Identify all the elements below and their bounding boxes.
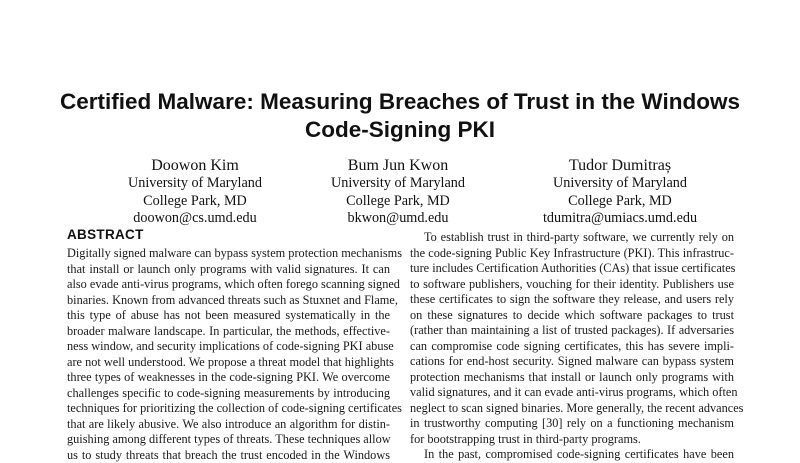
author-email: bkwon@umd.edu — [288, 210, 508, 228]
author-email: doowon@cs.umd.edu — [100, 210, 290, 228]
author-affiliation: University of Maryland — [500, 175, 740, 193]
text-line: these certificates to sign the software they release, and users rely — [410, 292, 734, 308]
author-email: tdumitra@umiacs.umd.edu — [500, 210, 740, 228]
text-line: Digitally signed malware can bypass system protection mechanisms — [67, 246, 390, 262]
text-line: that are likely abusive. We also introduce an algorithm for distin- — [67, 417, 390, 433]
text-line: can compromise code signing certificates, this has severe impli- — [410, 339, 734, 355]
author-affiliation: University of Maryland — [288, 175, 508, 193]
text-line: cations for end-host security. Signed malware can bypass system — [410, 354, 734, 370]
text-line: us to study threats that breach the trust encoded in the Windows — [67, 448, 390, 463]
author-location: College Park, MD — [100, 193, 290, 211]
text-line: the code-signing Public Key Infrastructure (PKI). This infrastruc- — [410, 246, 734, 262]
text-line: to software publishers, vouching for their identity. Publishers use — [410, 277, 734, 293]
author-location: College Park, MD — [500, 193, 740, 211]
text-line: valid signatures, and it can evade anti-virus programs, which often — [410, 385, 734, 401]
author-name: Bum Jun Kwon — [288, 156, 508, 175]
author-block-2 — [288, 156, 508, 228]
text-line: techniques for prioritizing the collection of code-signing certificates — [67, 401, 390, 417]
text-line: also evade anti-virus programs, which often forego scanning signed — [67, 277, 390, 293]
author-name: Tudor Dumitraș — [500, 156, 740, 175]
author-location: College Park, MD — [288, 193, 508, 211]
text-line: for bootstrapping trust in third-party programs. — [410, 432, 734, 448]
text-line: guishing among different types of threats. These techniques allow — [67, 432, 390, 448]
text-line: binaries. Known from advanced threats such as Stuxnet and Flame, — [67, 293, 390, 309]
text-line: neglect to scan signed binaries. More generally, the recent advances — [410, 401, 734, 417]
abstract-body — [67, 246, 390, 463]
abstract-heading: ABSTRACT — [67, 227, 144, 242]
text-line: (rather than maintaining a list of trusted packages). If adversaries — [410, 323, 734, 339]
text-line: protection mechanisms that install or launch only programs with — [410, 370, 734, 386]
text-line: ture includes Certification Authorities (CAs) that issue certificates — [410, 261, 734, 277]
text-line: in trustworthy computing [30] rely on a functioning mechanism — [410, 416, 734, 432]
author-block-1 — [100, 156, 290, 228]
text-line: this type of abuse has not been measured systematically in the — [67, 308, 390, 324]
introduction-body — [410, 230, 734, 463]
paper-title-line-1: Certified Malware: Measuring Breaches of Trust in the Windows — [40, 89, 760, 115]
text-line: on these signatures to decide which software packages to trust — [410, 308, 734, 324]
text-line: To establish trust in third-party software, we currently rely on — [410, 230, 734, 246]
text-line: that install or launch only programs with valid signatures. It can — [67, 262, 390, 278]
text-line: ness window, and security implications of code-signing PKI abuse — [67, 339, 390, 355]
text-line: three types of weaknesses in the code-signing PKI. We overcome — [67, 370, 390, 386]
author-name: Doowon Kim — [100, 156, 290, 175]
text-line: challenges specific to code-signing measurements by introducing — [67, 386, 390, 402]
text-line: are not well understood. We propose a threat model that highlights — [67, 355, 390, 371]
paper-title-line-2: Code-Signing PKI — [40, 117, 760, 143]
author-affiliation: University of Maryland — [100, 175, 290, 193]
text-line: broader malware landscape. In particular, the methods, effective- — [67, 324, 390, 340]
author-block-3 — [500, 156, 740, 228]
text-line: In the past, compromised code-signing certificates have been — [410, 447, 734, 463]
